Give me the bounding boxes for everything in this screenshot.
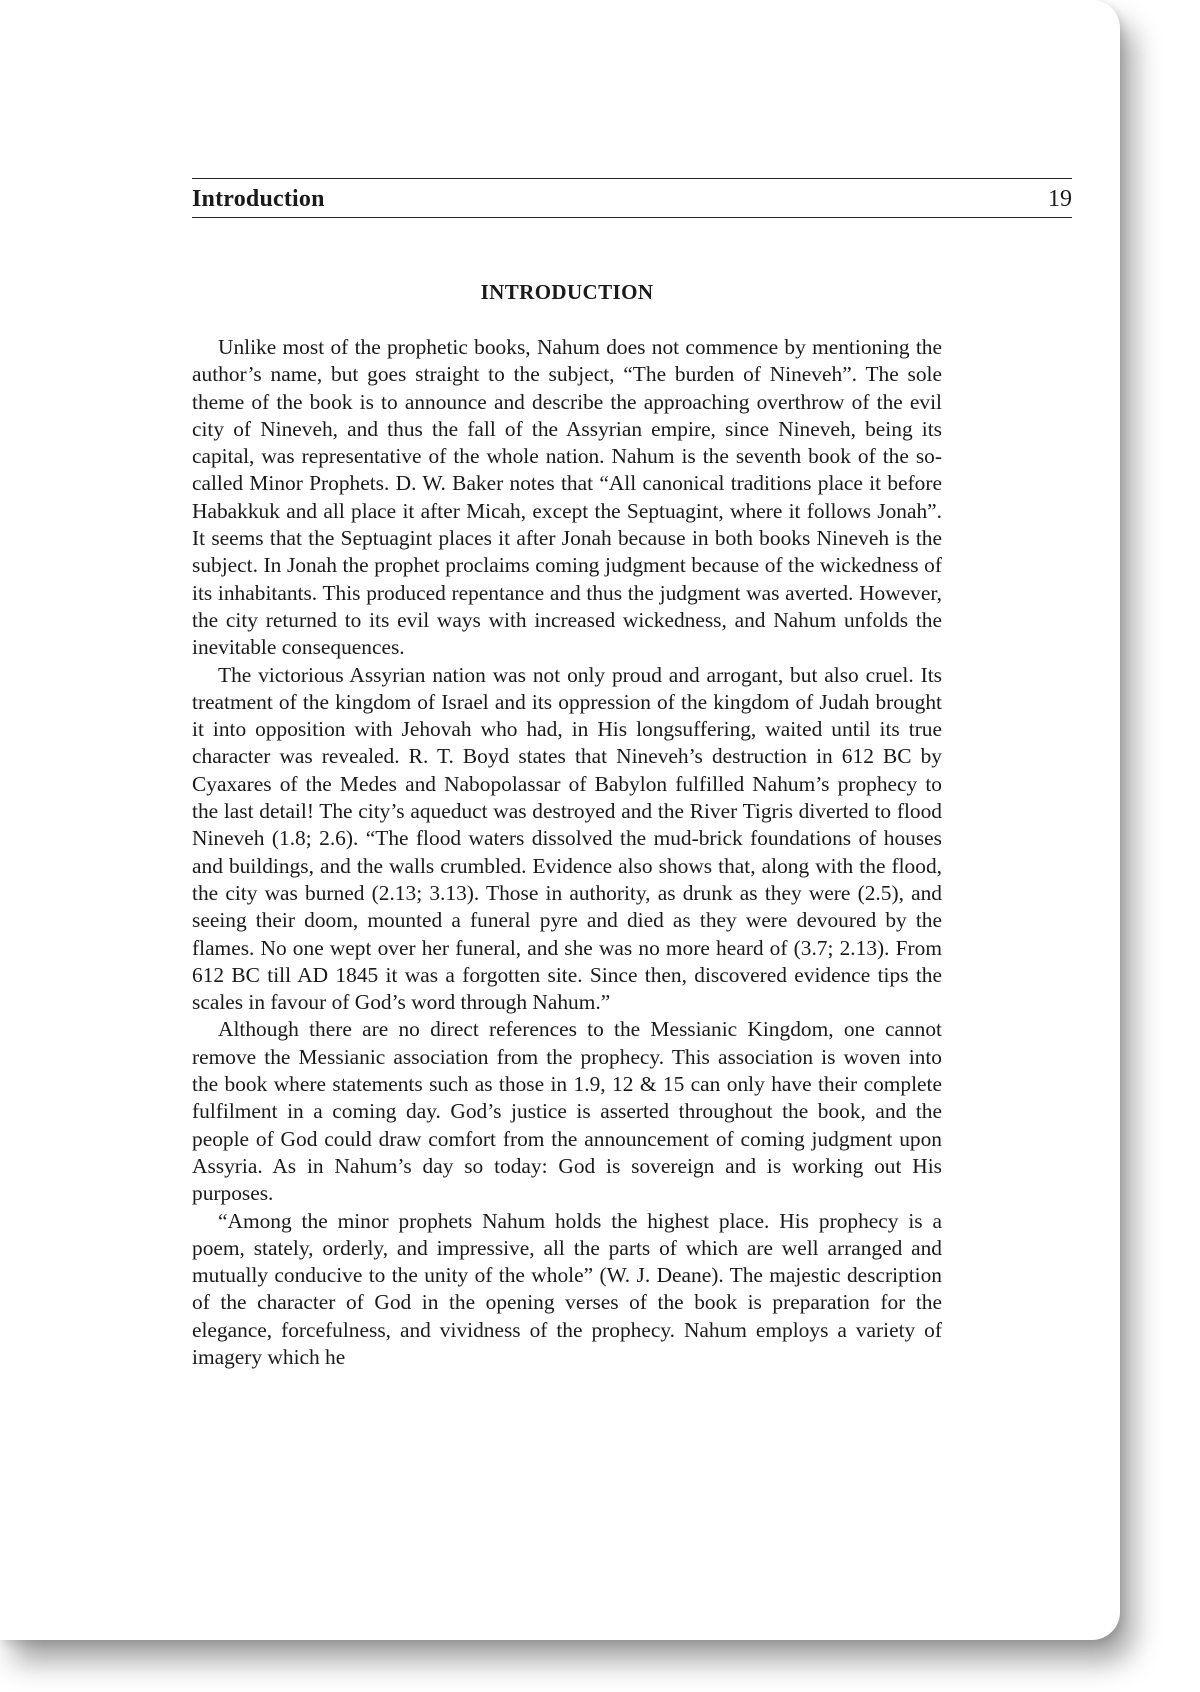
paragraph: The victorious Assyrian nation was not only proud and arrogant, but also cruel. Its treatment of the kingdom of Israel and its oppression of the kingdom of Judah brought it into opposition with Jehovah who had, in His longsuffering, waited until its true character was revealed. R. T. Boyd states that Nineveh’s destruction in 612 BC by Cyaxares of the Medes and Nabopolassar of Babylon fulfilled Nahum’s prophecy to the last detail! The city’s aqueduct was destroyed and the River Tigris diverted to flood Nineveh (1.8; 2.6). “The flood waters dissolved the mud-brick foundations of houses and buildings, and the walls crumbled. Evidence also shows that, along with the flood, the city was burned (2.13; 3.13). Those in authority, as drunk as they were (2.5), and seeing their doom, mounted a funeral pyre and died as they were devoured by the flames. No one wept over her funeral, and she was no more heard of (3.7; 2.13). From 612 BC till AD 1845 it was a forgotten site. Since then, discovered evidence tips the scales in favour of God’s word through Nahum.” — [192, 662, 942, 1015]
body-text — [192, 334, 942, 1371]
running-head — [192, 178, 1072, 218]
running-head-section: Introduction — [192, 186, 325, 212]
chapter-title: INTRODUCTION — [480, 280, 654, 304]
paragraph: Unlike most of the prophetic books, Nahum does not commence by mentioning the author’s name, but goes straight to the subject, “The burden of Nineveh”. The sole theme of the book is to announce and describe the approaching overthrow of the evil city of Nineveh, and thus the fall of the Assyrian empire, since Nineveh, being its capital, was representative of the whole nation. Nahum is the seventh book of the so-called Minor Prophets. D. W. Baker notes that “All canonical traditions place it before Habakkuk and all place it after Micah, except the Septuagint, where it follows Jonah”. It seems that the Septuagint places it after Jonah because in both books Nineveh is the subject. In Jonah the prophet proclaims coming judgment because of the wickedness of its inhabitants. This produced repentance and thus the judgment was averted. However, the city returned to its evil ways with increased wickedness, and Nahum unfolds the inevitable consequences. — [192, 335, 942, 660]
page-number: 19 — [1048, 186, 1072, 212]
paragraph: “Among the minor prophets Nahum holds the highest place. His prophecy is a poem, stately, orderly, and impressive, all the parts of which are well arranged and mutually conducive to the unity of the whole” (W. J. Deane). The majestic description of the character of God in the opening verses of the book is preparation for the elegance, forcefulness, and vividness of the prophecy. Nahum employs a variety of imagery which he — [192, 1208, 942, 1369]
paragraph: Although there are no direct references to the Messianic Kingdom, one cannot remove the Messianic association from the prophecy. This association is woven into the book where statements such as those in 1.9, 12 & 15 can only have their complete fulfilment in a coming day. God’s justice is asserted throughout the book, and the people of God could draw comfort from the announcement of coming judgment upon Assyria. As in Nahum’s day so today: God is sovereign and is working out His purposes. — [192, 1017, 942, 1206]
